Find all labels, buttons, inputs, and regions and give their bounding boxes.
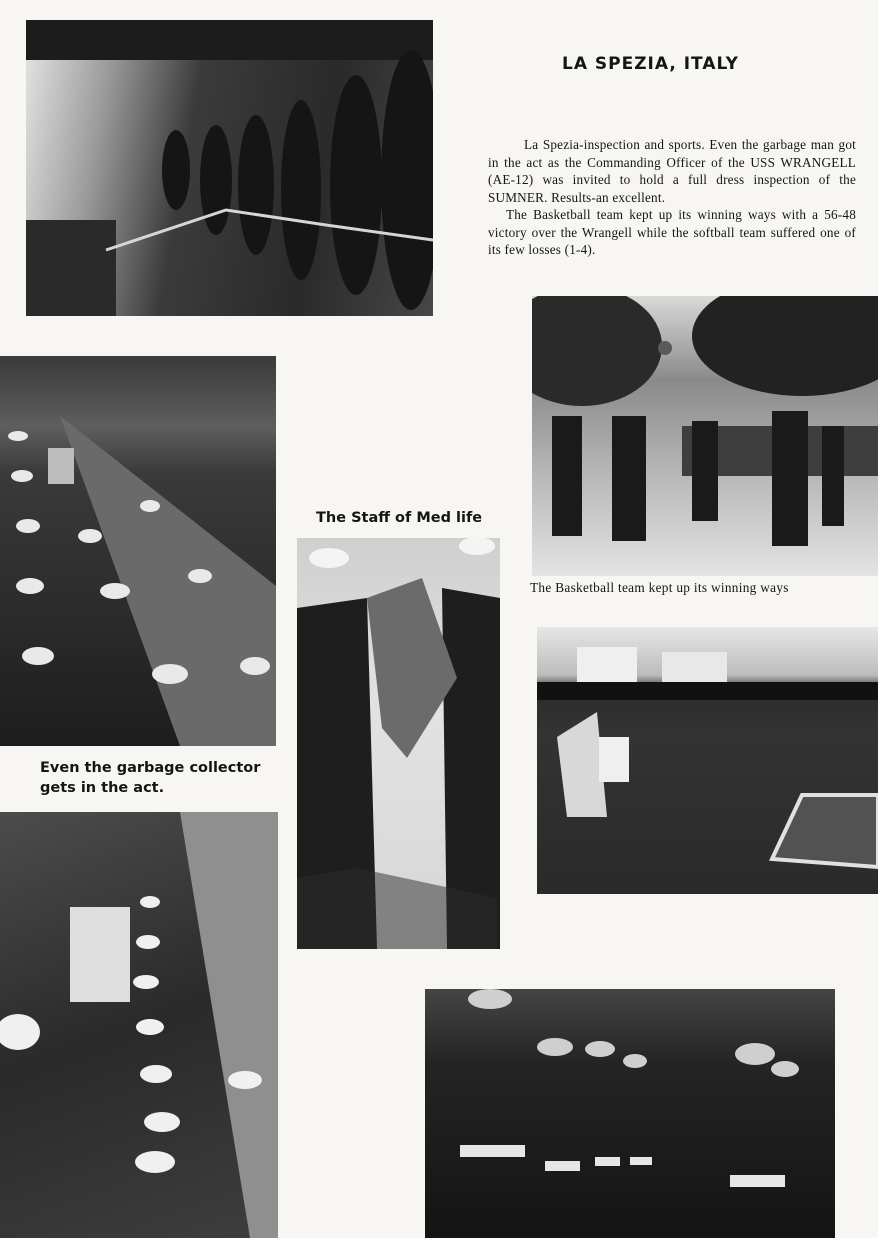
- caption-basketball: The Basketball team kept up its winning ways: [530, 580, 789, 595]
- photo-softball-field: [537, 627, 878, 894]
- article-text: [488, 136, 856, 259]
- paragraph-2: The Basketball team kept up its winning ways with a 56-48 victory over the Wrangell while the softball team suffered one of its few losses (1-4).: [488, 207, 856, 257]
- photo-ship-deck: [0, 812, 278, 1238]
- photo-deck-inspection: [0, 356, 276, 746]
- page-title: LA SPEZIA, ITALY: [562, 54, 739, 74]
- photo-staff-garbage-bag: [297, 538, 500, 949]
- caption-staff: The Staff of Med life: [316, 510, 483, 526]
- caption-garbage: Even the garbage collector gets in the act.: [40, 760, 261, 796]
- paragraph-1: La Spezia-inspection and sports. Even the garbage man got in the act as the Commanding Officer of the USS WRANGELL (AE-12) was invited to hold a full dress inspection of the SUMNER. Results-an excellent.: [488, 137, 856, 205]
- photo-sailors-formation: [425, 989, 835, 1238]
- photo-basketball: [532, 296, 878, 576]
- photo-tug-of-war: [26, 20, 433, 316]
